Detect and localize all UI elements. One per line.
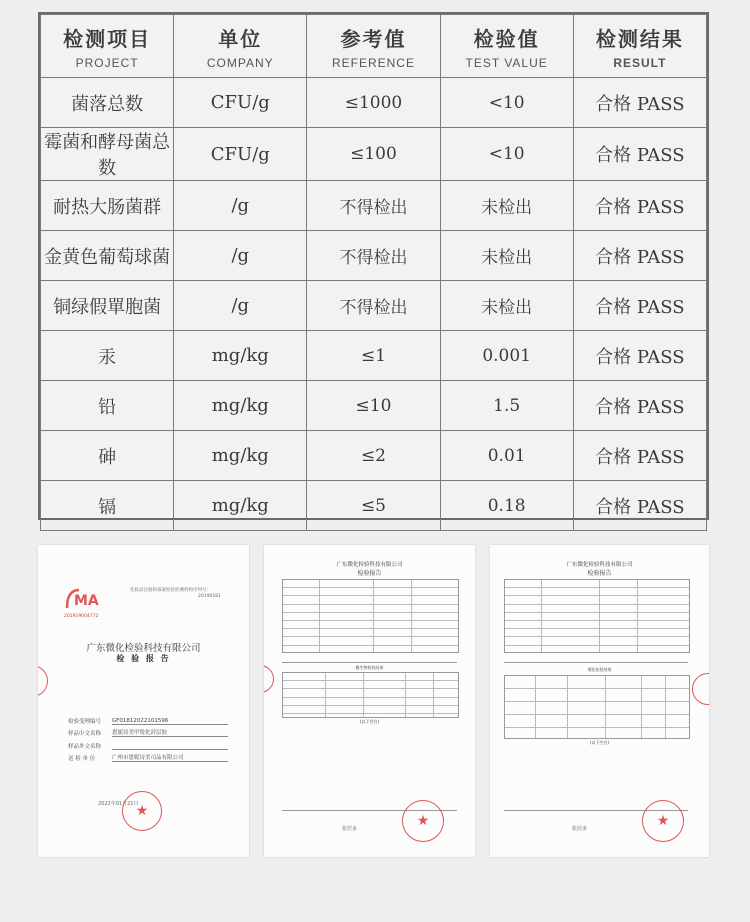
certificate-images <box>38 545 709 857</box>
page3-footer: (以下空白) <box>589 740 610 745</box>
cell-test-value: 未检出 <box>440 181 573 231</box>
cell-result: 合格 PASS <box>573 331 706 381</box>
cell-item: 铜绿假單胞菌 <box>41 281 174 331</box>
cover-title: 检 验 报 告 <box>116 654 171 663</box>
cell-test-value: 1.5 <box>440 381 573 431</box>
cell-reference: 不得检出 <box>307 181 440 231</box>
cell-result: 合格 PASS <box>573 481 706 531</box>
page2-org: 广东微化检验科技有限公司 <box>336 562 403 568</box>
page3-sub: 理化检验结果 <box>587 667 612 672</box>
table-row <box>41 431 707 481</box>
info-row <box>68 712 228 725</box>
info-value: 恩妮诗美甲锐化封层胶 <box>112 728 228 737</box>
cell-unit: CFU/g <box>174 78 307 128</box>
page3-org: 广东微化检验科技有限公司 <box>566 562 633 568</box>
official-stamp <box>642 800 684 842</box>
stamp-star-icon: ★ <box>656 813 670 829</box>
cell-reference: 不得检出 <box>307 231 440 281</box>
cell-test-value: 0.18 <box>440 481 573 531</box>
cell-item: 霉菌和酵母菌总数 <box>41 128 174 181</box>
table-row <box>41 281 707 331</box>
cell-reference: ≤1 <box>307 331 440 381</box>
cell-item: 汞 <box>41 331 174 381</box>
cover-date: 2022年01月21日 <box>98 801 139 807</box>
cell-item: 砷 <box>41 431 174 481</box>
report-page-microbe <box>264 545 475 857</box>
cell-test-value: 0.001 <box>440 331 573 381</box>
cell-result: 合格 PASS <box>573 281 706 331</box>
header-result: 检测结果 RESULT <box>573 15 706 78</box>
table-row <box>41 231 707 281</box>
cell-reference: ≤1000 <box>307 78 440 128</box>
cell-result: 合格 PASS <box>573 381 706 431</box>
page3-result-grid <box>504 675 690 739</box>
report-page-chemical <box>490 545 709 857</box>
cell-result: 合格 PASS <box>573 231 706 281</box>
page2-sign: 张居多 <box>342 826 358 832</box>
info-key: 样品中文名称 <box>68 731 102 737</box>
page3-title: 检验报告 <box>587 570 612 577</box>
report-cover-page <box>38 545 249 857</box>
cell-result: 合格 PASS <box>573 181 706 231</box>
cell-unit: mg/kg <box>174 331 307 381</box>
cell-unit: /g <box>174 181 307 231</box>
cell-item: 耐热大肠菌群 <box>41 181 174 231</box>
edge-stamp <box>38 665 48 697</box>
page3-sign: 张居多 <box>572 826 588 832</box>
header-test-value: 检验值 TEST VALUE <box>440 15 573 78</box>
table-row <box>41 128 707 181</box>
cell-test-value: <10 <box>440 128 573 181</box>
official-stamp <box>402 800 444 842</box>
cma-text: MA <box>74 593 99 609</box>
header-project: 检测项目 PROJECT <box>41 15 174 78</box>
cell-result: 合格 PASS <box>573 128 706 181</box>
info-value: 广州市恩妮诗美司品有限公司 <box>112 753 228 762</box>
cover-info <box>68 712 228 762</box>
info-value: GF01812022101596 <box>112 718 228 725</box>
cell-reference: ≤10 <box>307 381 440 431</box>
cover-org-name: 广东微化检验科技有限公司 <box>86 643 201 654</box>
cell-test-value: 0.01 <box>440 431 573 481</box>
info-key: 样品外文名称 <box>68 743 102 750</box>
info-row <box>68 750 228 763</box>
info-row <box>68 725 228 738</box>
cell-unit: /g <box>174 281 307 331</box>
official-stamp <box>122 791 162 831</box>
page2-sub: 微生物检验结果 <box>355 665 384 670</box>
cell-unit: mg/kg <box>174 481 307 531</box>
cell-item: 镉 <box>41 481 174 531</box>
cell-item: 金黄色葡萄球菌 <box>41 231 174 281</box>
test-results-table <box>38 12 709 520</box>
table-row <box>41 78 707 128</box>
table-row <box>41 381 707 431</box>
cell-reference: ≤2 <box>307 431 440 481</box>
edge-stamp <box>692 673 709 705</box>
cell-reference: ≤5 <box>307 481 440 531</box>
cell-test-value: 未检出 <box>440 281 573 331</box>
cell-item: 铅 <box>41 381 174 431</box>
info-value <box>112 749 228 750</box>
cell-unit: CFU/g <box>174 128 307 181</box>
table-header-row <box>41 15 707 78</box>
table-row <box>41 331 707 381</box>
cell-reference: ≤100 <box>307 128 440 181</box>
serial-note: 化妆品注册和备案检验检测机构序列号: <box>130 588 209 593</box>
stamp-star-icon: ★ <box>416 813 430 829</box>
page3-info-grid <box>504 579 690 653</box>
cma-logo <box>65 586 103 612</box>
table-row <box>41 181 707 231</box>
table-row <box>41 481 707 531</box>
info-key: 检验受理编号 <box>68 718 102 725</box>
page2-result-grid <box>282 672 459 718</box>
header-unit: 单位 COMPANY <box>174 15 307 78</box>
cell-unit: /g <box>174 231 307 281</box>
page2-footer: (以下空白) <box>359 719 380 724</box>
cell-unit: mg/kg <box>174 381 307 431</box>
page2-title: 检验报告 <box>357 570 382 577</box>
info-key: 送 检 单 位 <box>68 756 96 762</box>
cell-test-value: 未检出 <box>440 231 573 281</box>
cell-reference: 不得检出 <box>307 281 440 331</box>
cell-test-value: <10 <box>440 78 573 128</box>
cell-result: 合格 PASS <box>573 431 706 481</box>
stamp-star-icon: ★ <box>135 803 149 819</box>
page2-info-grid <box>282 579 459 653</box>
header-reference: 参考值 REFERENCE <box>307 15 440 78</box>
info-row <box>68 737 228 750</box>
serial-number: 20190181 <box>198 594 221 599</box>
cell-item: 菌落总数 <box>41 78 174 128</box>
cma-number: 201919004772 <box>64 614 99 619</box>
cell-result: 合格 PASS <box>573 78 706 128</box>
cell-unit: mg/kg <box>174 431 307 481</box>
